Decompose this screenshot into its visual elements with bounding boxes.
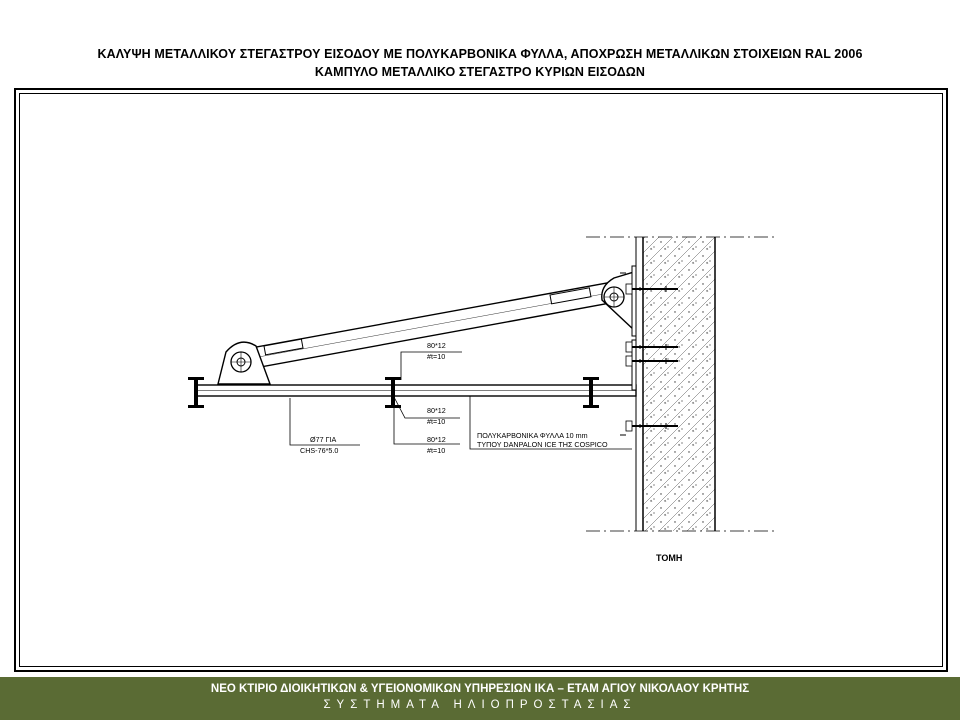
mid-plate-thickness-label: #t=10 [427, 417, 446, 426]
footer-project-title: ΝΕΟ ΚΤΙΡΙΟ ΔΙΟΙΚΗΤΙΚΩΝ & ΥΓΕΙΟΝΟΜΙΚΩΝ ΥΠΗΡΕΣΙΩΝ ΙΚΑ – ΕΤΑΜ ΑΓΙΟΥ ΝΙΚΟΛΑΟΥ ΚΡΗΤΗΣ [210, 683, 750, 695]
horizontal-tube [196, 385, 636, 396]
mid-plate-size-label: 80*12 [427, 406, 446, 415]
footer-bar [0, 677, 960, 720]
bottom-plate-thickness-label: #t=10 [427, 446, 446, 455]
drawing-title-line-2: ΚΑΜΠΥΛΟ ΜΕΤΑΛΛΙΚΟ ΣΤΕΓΑΣΤΡΟ ΚΥΡΙΩΝ ΕΙΣΟΔΩΝ [314, 65, 646, 79]
tube-spec-label: CHS-76*5.0 [300, 446, 339, 455]
top-plate-size-label: 80*12 [427, 341, 446, 350]
top-plate-thickness-label: #t=10 [427, 352, 446, 361]
bottom-plate-size-label: 80*12 [427, 435, 446, 444]
tube-diameter-label: Ø77 ΓΙΑ [310, 435, 337, 444]
footer-subtitle: ΣΥΣΤΗΜΑΤΑ ΗΛΙΟΠΡΟΣΤΑΣΙΑΣ [323, 699, 637, 711]
section-label: ΤΟΜΗ [656, 553, 683, 563]
drawing-title-line-1: ΚΑΛΥΨΗ ΜΕΤΑΛΛΙΚΟΥ ΣΤΕΓΑΣΤΡΟΥ ΕΙΣΟΔΟΥ ΜΕ ΠΟΛΥΚΑΡΒΟΝΙΚΑ ΦΥΛΛΑ, ΑΠΟΧΡΩΣΗ ΜΕΤΑΛΛΙΚΩΝ ΣΤΟΙΧΕΙΩΝ RAL 2006 [97, 47, 863, 61]
polycarbonate-sheet-label: ΠΟΛΥΚΑΡΒΟΝΙΚΑ ΦΥΛΛΑ 10 mm [477, 431, 588, 440]
polycarbonate-type-label: ΤΥΠΟΥ DANPALON ICE ΤΗΣ COSPICO [477, 440, 608, 449]
